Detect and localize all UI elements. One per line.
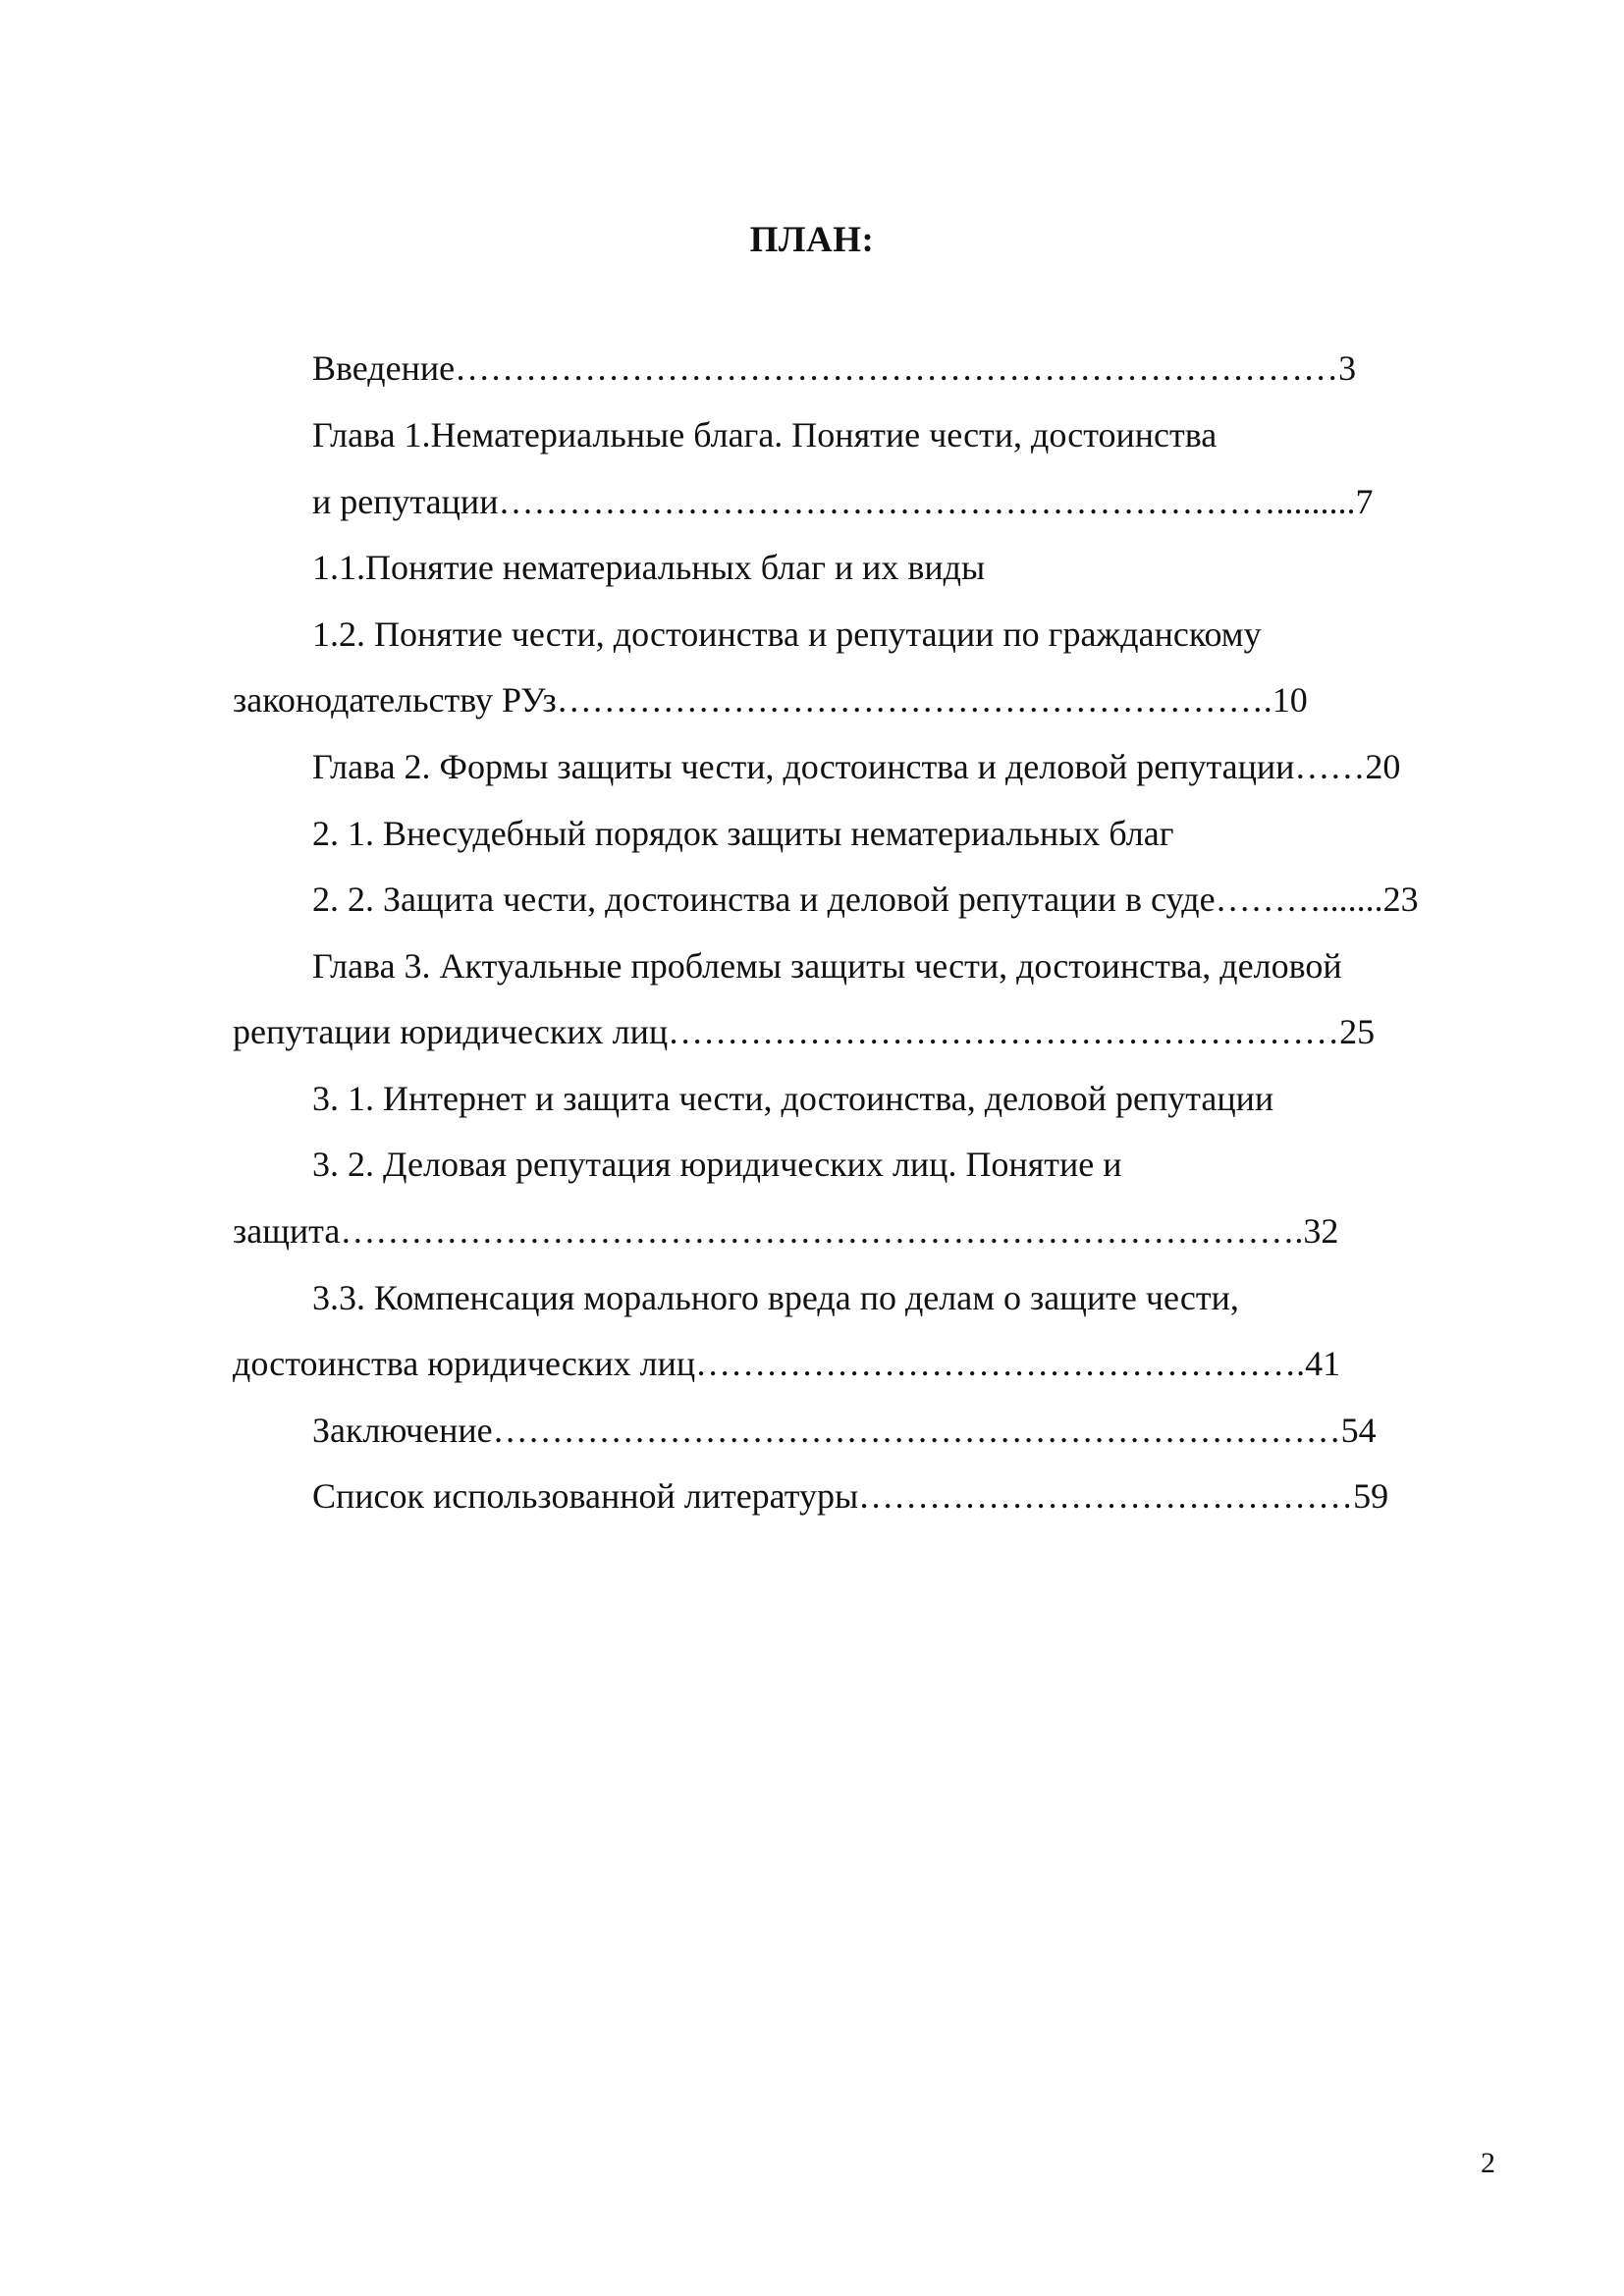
toc-entry-chapter-1: Глава 1.Нематериальные блага. Понятие чести, достоинства — [312, 415, 1218, 454]
page-number: 2 — [1481, 2147, 1495, 2179]
toc-entry-section-3-3: 3.3. Компенсация морального вреда по делам о защите чести, — [312, 1278, 1239, 1317]
page-title: ПЛАН: — [749, 220, 875, 260]
toc-entry-section-1-2-cont: законодательству РУз…………………………………………………….10 — [233, 680, 1308, 720]
toc-entry-chapter-2: Глава 2. Формы защиты чести, достоинства и деловой репутации……20 — [312, 747, 1401, 786]
toc-entry-section-3-2: 3. 2. Деловая репутация юридических лиц. Понятие и — [312, 1145, 1122, 1184]
toc-entry-chapter-1-cont: и репутации………………………………………………………….........7 — [312, 482, 1374, 521]
toc-entry-introduction: Введение…………………………………………………………………3 — [312, 348, 1357, 388]
toc-entry-section-1-2: 1.2. Понятие чести, достоинства и репутации по гражданскому — [312, 614, 1262, 654]
toc-entry-section-3-2-cont: защита……………………………………………………………………….32 — [233, 1211, 1339, 1251]
toc-entry-chapter-3: Глава 3. Актуальные проблемы защиты чести, достоинства, деловой — [312, 946, 1342, 986]
toc-entry-conclusion: Заключение………………………………………………………………54 — [312, 1411, 1377, 1450]
toc-entry-section-3-1: 3. 1. Интернет и защита чести, достоинства, деловой репутации — [312, 1079, 1274, 1118]
toc-entry-section-2-2: 2. 2. Защита чести, достоинства и деловой репутации в суде……….......23 — [312, 880, 1419, 919]
toc-entry-section-1-1: 1.1.Понятие нематериальных благ и их виды — [312, 548, 986, 587]
toc-entry-chapter-3-cont: репутации юридических лиц…………………………………………………25 — [233, 1012, 1376, 1051]
toc-entry-bibliography: Список использованной литературы……………………………………59 — [312, 1476, 1389, 1516]
toc-entry-section-3-3-cont: достоинства юридических лиц…………………………………………….41 — [233, 1344, 1341, 1383]
toc-entry-section-2-1: 2. 1. Внесудебный порядок защиты нематериальных благ — [312, 814, 1174, 853]
